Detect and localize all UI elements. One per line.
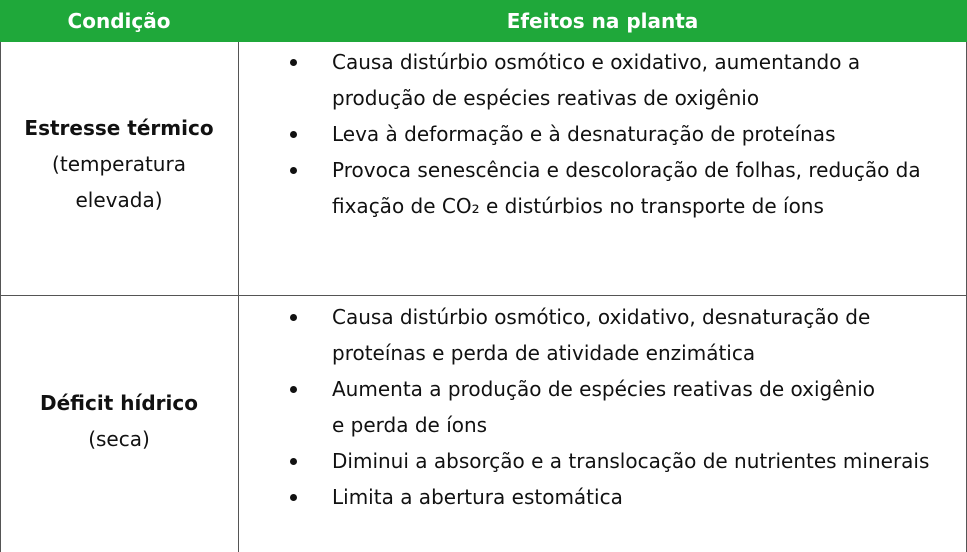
row-divider: [0, 295, 967, 296]
list-item: [288, 44, 947, 116]
condition-title: Déficit hídrico: [40, 391, 198, 415]
bullet-icon: [290, 386, 297, 393]
effect-text: Causa distúrbio osmótico, oxidativo, desnaturação de proteínas e perda de atividade enzimática: [332, 305, 871, 365]
condition-title: Estresse térmico: [24, 116, 214, 140]
column-divider: [238, 42, 239, 552]
effect-text: Causa distúrbio osmótico e oxidativo, aumentando a produção de espécies reativas de oxigênio: [332, 50, 861, 110]
condition-cell: [0, 385, 238, 457]
effect-text: Limita a abertura estomática: [332, 485, 623, 509]
list-item: [288, 371, 892, 443]
effect-text: Leva à deformação e à desnaturação de proteínas: [332, 122, 836, 146]
condition-subtitle: (temperatura elevada): [52, 152, 186, 212]
effect-text: Diminui a absorção e a translocação de nutrientes minerais: [332, 449, 930, 473]
effect-text: Provoca senescência e descoloração de folhas, redução da fixação de CO₂ e distúrbios no transporte de íons: [332, 158, 921, 218]
list-item: [288, 443, 952, 479]
list-item: [288, 116, 958, 152]
bullet-icon: [290, 131, 297, 138]
list-item: [288, 299, 958, 371]
condition-cell: [0, 110, 238, 218]
list-item: [288, 479, 958, 515]
header-condition: Condição: [67, 9, 171, 33]
condition-subtitle: (seca): [88, 427, 150, 451]
effect-text: Aumenta a produção de espécies reativas de oxigênio e perda de íons: [332, 377, 875, 437]
bullet-icon: [290, 59, 297, 66]
bullet-icon: [290, 314, 297, 321]
table-header: [0, 0, 967, 42]
effects-list: [288, 44, 958, 224]
bullet-icon: [290, 458, 297, 465]
bullet-icon: [290, 167, 297, 174]
bullet-icon: [290, 494, 297, 501]
header-effects: Efeitos na planta: [506, 9, 699, 33]
list-item: [288, 152, 922, 224]
effects-list: [288, 299, 958, 515]
